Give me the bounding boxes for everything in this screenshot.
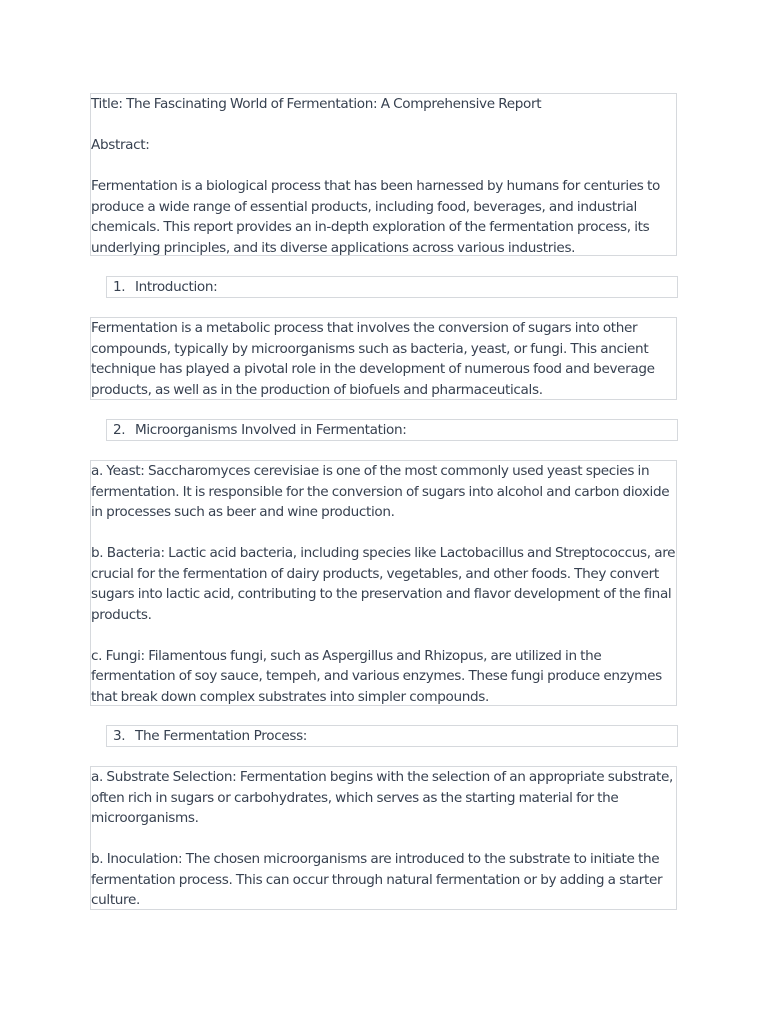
section-heading-fermentation-process: [106, 725, 678, 747]
report-title: Title: The Fascinating World of Fermentation: A Comprehensive Report: [91, 96, 542, 112]
section-heading-label: Microorganisms Involved in Fermentation:: [135, 422, 407, 438]
abstract-label: Abstract:: [91, 137, 150, 153]
section-heading-introduction: [106, 276, 678, 298]
paragraph-fungi: c. Fungi: Filamentous fungi, such as Aspergillus and Rhizopus, are utilized in the fermentation of soy sauce, tempeh, and various enzymes. These fungi produce enzymes that break down complex substrates into simpler compounds.: [91, 647, 662, 705]
section-body-microorganisms: [90, 460, 677, 706]
title-abstract-block: [90, 93, 677, 256]
section-number: 2.: [113, 422, 126, 438]
section-heading-label: The Fermentation Process:: [135, 728, 308, 744]
section-number: 3.: [113, 728, 126, 744]
abstract-text: Fermentation is a biological process that has been harnessed by humans for centuries to produce a wide range of essential products, including food, beverages, and industrial chemicals. This report provides an in-depth exploration of the fermentation process, its underlying principles, and its diverse applications across various industries.: [91, 178, 660, 256]
section-heading-microorganisms: [106, 419, 678, 441]
section-heading-label: Introduction:: [135, 279, 218, 295]
section-body-fermentation-process: [90, 766, 677, 910]
paragraph-bacteria: b. Bacteria: Lactic acid bacteria, including species like Lactobacillus and Streptococcus, are crucial for the fermentation of dairy products, vegetables, and other foods. They convert sugars into lactic acid, contributing to the preservation and flavor development of the final products.: [91, 545, 676, 623]
paragraph-yeast: a. Yeast: Saccharomyces cerevisiae is one of the most commonly used yeast species in fermentation. It is responsible for the conversion of sugars into alcohol and carbon dioxide in processes such as beer and wine production.: [91, 463, 670, 520]
paragraph-inoculation: b. Inoculation: The chosen microorganisms are introduced to the substrate to initiate the fermentation process. This can occur through natural fermentation or by adding a starter culture.: [91, 851, 663, 908]
paragraph: Fermentation is a metabolic process that involves the conversion of sugars into other compounds, typically by microorganisms such as bacteria, yeast, or fungi. This ancient technique has played a pivotal role in the development of numerous food and beverage products, as well as in the production of biofuels and pharmaceuticals.: [91, 320, 655, 398]
section-number: 1.: [113, 279, 126, 295]
section-body-introduction: [90, 317, 677, 400]
paragraph-substrate-selection: a. Substrate Selection: Fermentation begins with the selection of an appropriate substrate, often rich in sugars or carbohydrates, which serves as the starting material for the microorganisms.: [91, 769, 673, 826]
